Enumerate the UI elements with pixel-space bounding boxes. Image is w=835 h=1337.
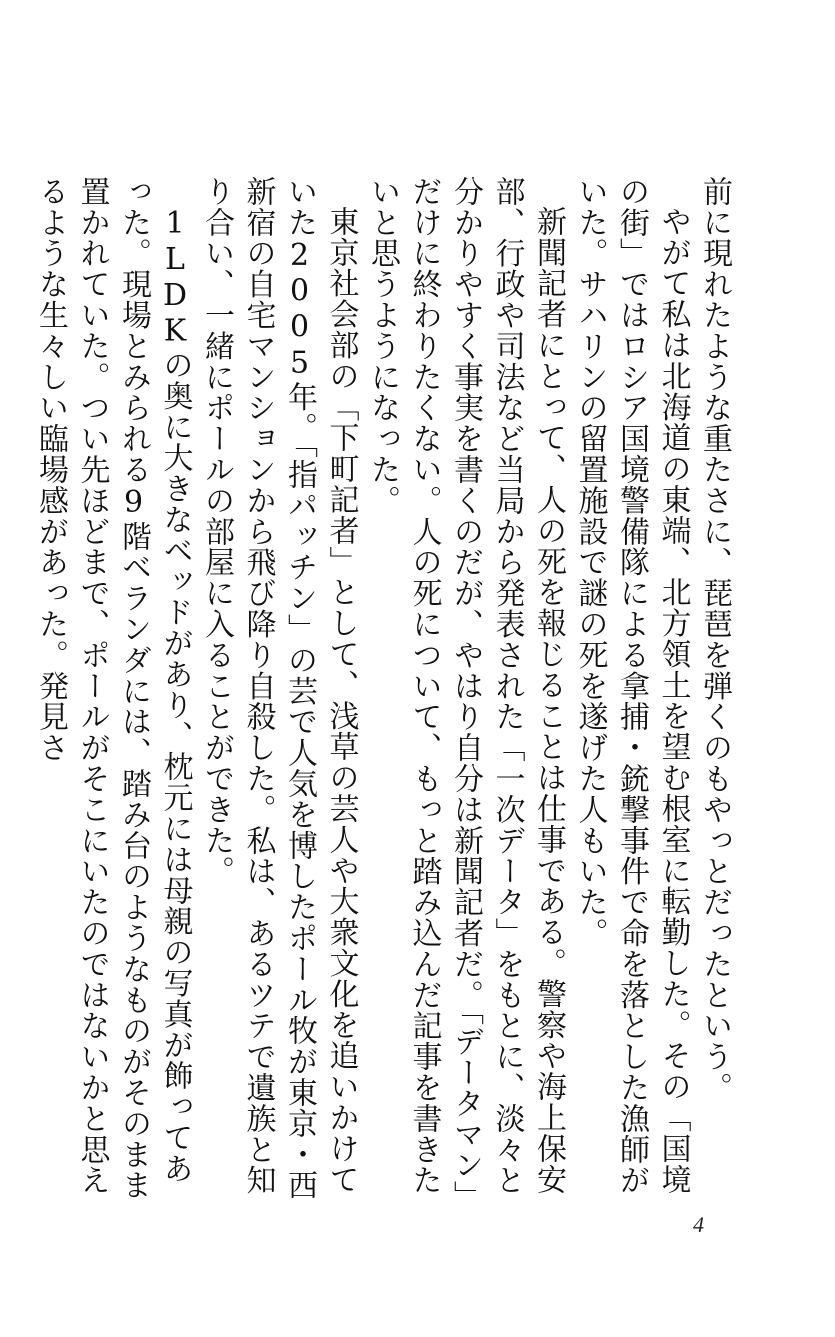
page-number: 4 (693, 1212, 704, 1237)
paragraph-1: 前に現れたような重たさに、琵琶を弾くのもやっとだったという。 (697, 176, 732, 1103)
vertical-body-text (33, 176, 735, 1206)
paragraph-3: 新聞記者にとって、人の死を報じることは仕事である。警察や海上保安部、行政や司法など当局から発表された「一次データ」をもとに、淡々と分かりやすく事実を書くのだが、やはり自分は新聞記者だ。「データマン」だけに終わりたくない。人の死について、もっと踏み込んだ記事を書きたいと思うようになった。 (365, 176, 566, 1197)
paragraph-2: やがて私は北海道の東端、北方領土を望む根室に転勤した。その「国境の街」ではロシア国境警備隊による拿捕・銃撃事件で命を落とした漁師がいた。サハリンの留置施設で謎の死を遂げた人もいた。 (572, 176, 691, 1196)
paragraph-4: 東京社会部の「下町記者」として、浅草の芸人や大衆文化を追いかけていた2005年。「指パッチン」の芸で人気を博したポール牧が東京・西新宿の自宅マンションから飛び降り自殺した。私は、あるツテで遺族と知り合い、一緒にポールの部屋に入ることができた。 (199, 176, 359, 1201)
paragraph-5: 1LDKの奥に大きなベッドがあり、枕元には母親の写真が飾ってあった。現場とみられる9階ベランダには、踏み台のようなものがそのまま置かれていた。つい先ほどまで、ポールがそこにいたのではないかと思えるような生々しい臨場感があった。発見さ (33, 176, 193, 1201)
